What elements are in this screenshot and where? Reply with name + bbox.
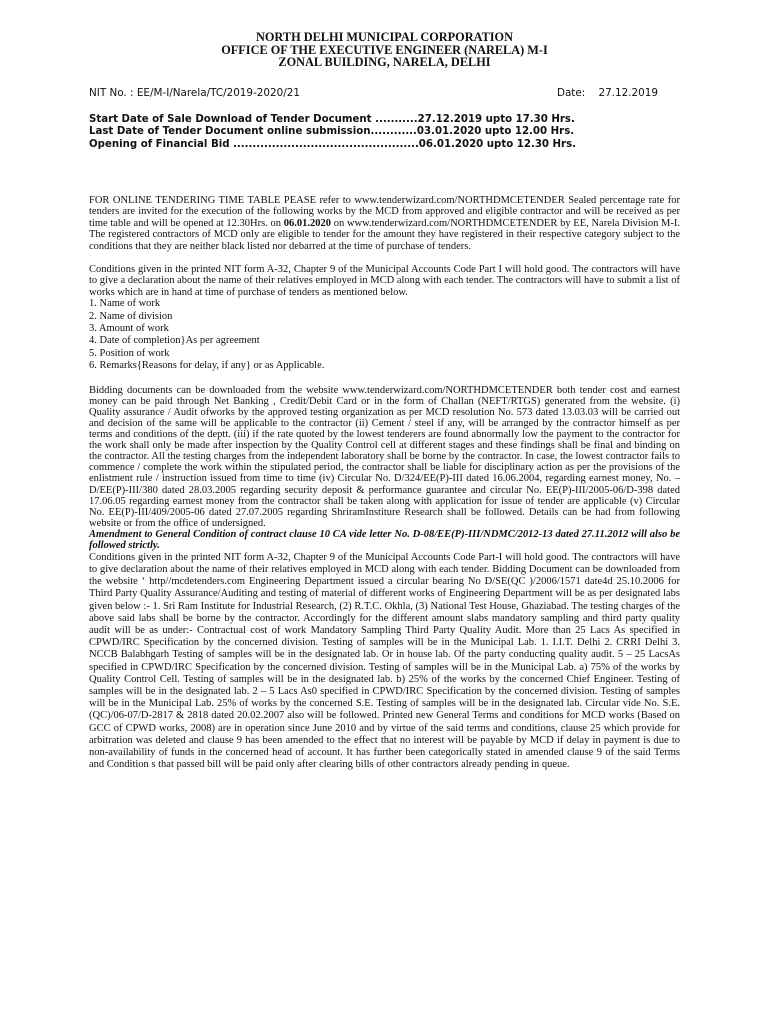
list-item: 1. Name of work bbox=[89, 298, 161, 310]
opening-date-bold: 06.01.2020 bbox=[283, 217, 332, 229]
intro-text-part1: FOR ONLINE TENDERING TIME TABLE PEASE refer to www.tenderwizard.com/NORTHDMCETENDER Sealed percentage rate for tenders are invited for the execution of the following works by the MCD from approved and eligible contractor and will be received as per time table and will be opened at 12.30Hrs. on bbox=[89, 195, 680, 229]
nit-number: NIT No. : EE/M-I/Narela/TC/2019-2020/21 bbox=[89, 86, 300, 99]
date-value: 27.12.2019 bbox=[598, 86, 658, 99]
list-item: 3. Amount of work bbox=[89, 323, 169, 335]
conditions-paragraph: Conditions given in the printed NIT form A-32, Chapter 9 of the Municipal Accounts Code Part I will hold good. The contractors will have to give a declaration about the name of their relatives employed in MCD along with each tender. The contractors will have to submit a list of works which are in hand at time of purchase of tenders as mentioned below. bbox=[89, 264, 680, 298]
list-item: 4. Date of completion}As per agreement bbox=[89, 335, 260, 347]
last-submission-date: Last Date of Tender Document online submission............03.01.2020 upto 12.00 Hrs. bbox=[89, 126, 575, 138]
works-list bbox=[89, 298, 680, 372]
list-item: 2. Name of division bbox=[89, 310, 173, 322]
list-item: 6. Remarks{Reasons for delay, if any} or as Applicable. bbox=[89, 360, 325, 372]
letterhead bbox=[89, 31, 680, 69]
financial-bid-opening: Opening of Financial Bid ................................................06.01.2020 upto 12.30 Hrs. bbox=[89, 138, 577, 150]
tender-schedule bbox=[89, 114, 680, 151]
nit-row bbox=[89, 87, 680, 99]
amendment-note: Amendment to General Condition of contract clause 10 CA vide letter No. D-08/EE(P)-III/NDMC/2012-13 dated 27.11.2012 will also be followed strictly. bbox=[89, 528, 680, 552]
bidding-paragraph: Bidding documents can be downloaded from the website www.tenderwizard.com/NORTHDMCETENDER both tender cost and earnest money can be paid through Net Banking , Credit/Debit Card or in the form of Challan (NEFT/RTGS) generated from the website. (i) Quality assurance / Audit ofworks by the approved testing organization as per MCD resolution No. 573 dated 13.03.03 will be carried out and decision of the same will be applicable to the contractor (ii) Cement / steel if any, will be arranged by the contractor himself as per terms and conditions of the deptt. (iii) if the rate quoted by the lowest tenderers are found abnormally low the payment to the contractor for the work shall only be made after inspection by the Quality Control cell at different stages and these findings shall be final and binding on the contractor. All the testing charges from the independent laboratory shall be borne by the contractor. In case, the lowest contractor fails to commence / complete the work within the stipulated period, the contractor shall be liable for disciplinary action as per the provisions of the enlistment rule / instruction issued from time to time (iv) Circular No. D/324/EE(P)-III dated 16.06.2004, regarding earnest money, No. – D/EE(P)-III/380 dated 28.03.2005 regarding security deposit & performance guarantee and circular No. EE(P)-III/2005-06/D-398 dated 17.06.05 regarding earnest money from the contractor shall be taken along with application for issue of tender are applicable (v) Circular No. EE(P)-III/409/2005-06 dated 27.07.2005 regarding ShriramInstiture Research shall be followed. Details can be had from following website or from the office of undersigned. bbox=[89, 384, 680, 529]
organization-name: NORTH DELHI MUNICIPAL CORPORATION bbox=[255, 30, 514, 44]
intro-text-part2: on www.tenderwizard.com/NORTHDMCETENDER by EE, Narela Division M-I. The registered contractors of MCD only are eligible to tender for the amount they have registered in their respective category subject to the conditions that they are neither black listed nor debarred at the time of purchase of tenders. bbox=[89, 217, 680, 252]
start-sale-date: Start Date of Sale Download of Tender Document ...........27.12.2019 upto 17.30 Hrs. bbox=[89, 113, 575, 125]
date-label: Date: bbox=[556, 86, 586, 99]
nit-date bbox=[557, 87, 658, 99]
list-item: 5. Position of work bbox=[89, 347, 170, 359]
office-name: OFFICE OF THE EXECUTIVE ENGINEER (NARELA) M-I bbox=[221, 42, 548, 57]
intro-paragraph bbox=[89, 195, 680, 252]
testing-conditions-paragraph: Conditions given in the printed NIT form A-32, Chapter 9 of the Municipal Accounts Code Part-I will hold good. The contractors will have to give declaration about the name of their relatives employed in MCD along with each tender. Bidding Document can be downloaded from the website ‘ http//mcdetenders.com Engineering Department issued a circular bearing No D/SE(QC )/2006/1571 date4d 25.10.2006 for Third Party Quality Assurance/Auditing and testing of material of different works of Engineering Department will be as per designated labs given below :- 1. Sri Ram Institute for Industrial Research, (2) R.T.C. Okhla, (3) National Test House, Ghaziabad. The testing charges of the above said labs shall be borne by the contractor. Accordingly for the different amount slabs mandatory sampling and third party quality audit will be as under:- Contractual cost of work Mandatory Sampling Third Party Quality Audit. More than 25 Lacs As specified in CPWD/IRC Specification by the concerned division. Testing of samples will be in the Municipal Lab. 1. I.I.T. Delhi 2. CRRI Delhi 3. NCCB Balabhgarh Testing of samples will be in the designated lab. Or in house lab. Of the party conducting quality audit. 5 – 25 LacsAs specified in CPWD/IRC Specification by the concerned division. Testing of samples will be in the Municipal Lab. a) 75% of the works by Quality Control Cell. Testing of samples will be in the designated lab. b) 25% of the works by the concerned Chief Engineer. Testing of samples will be in the designated lab. 2 – 5 Lacs As0 specified in CPWD/IRC Specification by the concerned division. Testing of samples will be in the Municipal Lab. 25% of works by the concerned S.E. Testing of samples will be in the designated lab. Circular vide No. S.E.(QC)/06-07/D-2817 & 2818 dated 20.02.2007 also will be followed. Printed new General Terms and conditions for MCD works (Based on GCC of CPWD works, 2008) are in operation since June 2010 and by virtue of the said terms and conditions, clause 25 which provide for arbitration was deleted and clause 9 has been amended to the effect that no interest will be payable by MCD if delay in payment is due to non-availability of funds in the concerned head of account. It has further been categorically stated in amended clause 9 of the said Terms and Condition s that passed bill will be paid only after clearing bills of other contractors already pending in queue. bbox=[89, 551, 680, 771]
office-address: ZONAL BUILDING, NARELA, DELHI bbox=[278, 55, 491, 70]
